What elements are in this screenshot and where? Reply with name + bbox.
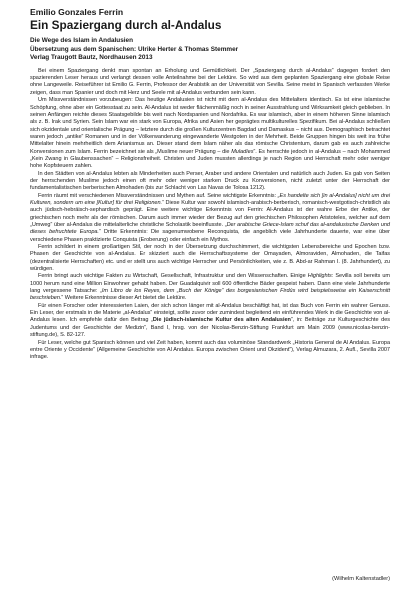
text-run: Für einen Forscher oder interessierten Laien, der sich schon länger mit al-Andalus beschäftigt hat, ist das Buch von Ferrin ein wahrer Genuss. Ein Leser, der erstmals in die Materie „al-Andalus“ einsteigt, sollte zuvor oder zumindest begleitend ein einführendes Werk in die Geschichte von al-Andalus lesen. Ich empfehle dafür den Beitrag „ xyxy=(30,302,390,324)
review-paragraph xyxy=(30,68,390,97)
book-subtitle: Die Wege des Islam in Andalusien xyxy=(30,37,133,44)
book-title: Ein Spaziergang durch al-Andalus xyxy=(30,18,222,32)
text-run: “ Weitere Erkenntnisse dieser Art bietet die Lektüre. xyxy=(61,295,187,302)
italic-quote: Im Libro de los Reyes, dem „Buch der Könige“ des borgesianischen Firdús wird beispielsweise ein Kaiserschnitt beschrieben. xyxy=(30,288,391,302)
text-run: Ferrin räumt mit verschiedenen Missverständnissen und Mythen auf. Seine wichtigste Erkenntnis: xyxy=(38,192,278,199)
review-paragraph xyxy=(30,171,390,193)
text-run: Diese Kultur war sowohl islamisch-arabisch-berberisch, romanisch-westgotisch-christlich als auch jüdisch-hebräisch-sephardisch geprägt. Eine weitere wichtige Erkenntnis von Ferrin: Al-Andalus ist der wahre Erbe der Antike, der griechischen noch mehr als der römischen. Darum auch immer wieder der Bezug auf den griechischen Philosophen Aristoteles, welcher auf dem „Umweg“ über al-Andalus die mittelalterliche christliche Scholastik beeinflusste. „ xyxy=(30,199,390,228)
bold-title: Die jüdisch-islamische Kultur des alten Andalusien xyxy=(152,317,291,324)
review-paragraph xyxy=(30,340,390,362)
review-paragraph xyxy=(30,244,390,273)
text-run: “. Es herrschte jedoch in al-Andalus – nach Mohammed „Kein Zwang in Glaubenssachen“ – Religionsfreiheit. Christen und Juden mussten allerdings je nach Region und Herrschaft mehr oder weniger hohe Kopfsteuern zahlen. xyxy=(30,148,390,170)
text-run: “, in: Beiträge zur Kulturgeschichte des Judentums und der Geschichte der Medizin“, Band I, hrsg. von der Nicolas-Benzin-Stiftung Frankfurt am Main 2009 (www.nicolas-benzin-stiftung.de), S. 82-127. xyxy=(30,317,390,339)
italic-quote: Highlights xyxy=(307,273,332,280)
review-paragraph xyxy=(30,97,390,170)
italic-quote: „Es handelte sich [in al-Andalus] nicht um drei Kulturen, sondern um eine [Kultur] für drei Religionen.“ xyxy=(30,192,390,206)
publisher-line: Verlag Traugott Bautz, Nordhausen 2013 xyxy=(30,54,153,62)
italic-quote: Der arabische Griece-Islam schuf das al-andalusische Denken und dieses befruchtete Europa. xyxy=(30,222,390,236)
text-run: Bei einem Spaziergang denkt man spontan an Erholung und Gemütlichkeit. Der „Spaziergang durch al-Andalus“ dagegen fordert den spazierenden Leser heraus und verlangt dessen volle Anteilnahme bei der Lektüre. So wird aus dem geplanten Spaziergang eine globale Reise ohne Langeweile. Reiseführer ist Emilio G. Ferrin, Professor der Arabistik an der Universität von Sevilla. Seine meist in Spanisch verfassten Werke zeigen, dass man Spanier und doch mit Herz und Seele mit al-Andalus verbunden sein kann. xyxy=(30,67,390,96)
text-run: “ Dritte Erkenntnis: Die sagenumwobene Reconquista, die angeblich viele Jahrhunderte dauerte, war eine über verschiedene Phasen praktizierte Conquista (Eroberung) oder einfach ein Mythos. xyxy=(30,229,390,243)
review-body xyxy=(30,68,390,362)
text-run: In den Städten von al-Andalus lebten als Minderheiten auch Perser, Araber und andere Orientalen und natürlich auch Juden. Es gab von Seiten der herrschenden Muslime jedoch einen oft mehr oder weniger starken Druck zu Konversionen, nicht zuletzt unter der Herrschaft der fundamentalistischen berberischen Almohaden (bis zur Schlacht von Las Navas de Tolosa 1212). xyxy=(30,170,390,192)
translation-credit: Übersetzung aus dem Spanischen: Ulrike Herter & Thomas Stemmer xyxy=(30,45,239,53)
review-paragraph xyxy=(30,273,390,302)
reviewer-signature: (Wilhelm Kaltenstadler) xyxy=(332,576,390,582)
italic-quote: Muladíes xyxy=(231,148,254,155)
text-run: Ferrin bringt auch wichtige Fakten zu Wirtschaft, Gesellschaft, Infrastruktur und den Wissenschaften. Einige xyxy=(38,273,308,280)
review-paragraph xyxy=(30,193,390,244)
text-run: Für Leser, welche gut Spanisch können und viel Zeit haben, kommt auch das voluminöse Standardwerk „Historia General de Al Andalus. Europa entre Oriente y Occidente“ (Allgemeine Geschichte von Al Andalus. Europa zwischen Orient und Okzident“), Verlag Almuzara, 2. Aufl., Sevilla 2007 infrage. xyxy=(30,339,390,361)
review-paragraph xyxy=(30,303,390,340)
book-author: Emilio Gonzales Ferrin xyxy=(30,7,124,17)
book-meta xyxy=(30,37,390,63)
text-run: Um Missverständnissen vorzubeugen: Das heutige Andalusien ist nicht mit dem al-Andalus des Mittelalters identisch. Es ist eine islamische Schöpfung, ohne aber ein Gottesstaat zu sein. Al-Andalus ist weder flächenmäßig noch in seiner Ausstrahlung und Wirksamkeit gleich geblieben. In seinen Anfängen reichte dieses Staatsgebilde bis weit nach Nordspanien und Nordafrika. Es war islamisch, aber in einem höheren Sinne islamisch als z. B. Irak und Syrien. Sein Islam war ein stark von Europa, Afrika und Asien her geprägtes multikulturelles Spezifikum. Bei al-Andalus schließen sich okzidentale und orientalische Prägung – letztere durch die großen Kulturzentren Bagdad und Damaskus – nicht aus. Demographisch betrachtet waren jedoch „antike“ Romanen und in der Völkerwanderung eingewanderte Westgoten in der Mehrheit. Beide Gruppen hingen bis weit ins frühe Mittelalter hinein mehrheitlich dem Arianismus an. Dieser stand dem Islam näher als das römische Christentum, darum gab es auch zahlreiche Konversionen zum Islam. Ferrin bezeichnet sie als „Muslime neuer Prägung – die xyxy=(30,97,390,155)
text-run: Ferrin schildert in einem großartigen Stil, der noch in der Übersetzung durchschimmert, die wichtigsten Lebensbereiche und Epochen bzw. Phasen der Geschichte von al-Andalus. Er skizziert auch die Herrschaftssysteme der Omayaden, Almoraviden, Almohaden, die Taifas (dezentralisierte Herrschaften) etc. und er stellt uns auch wichtige Herrscher und Persönlichkeiten, wie z. B. Abd-ar Rahman I. (8. Jahrhundert), zu würdigen. xyxy=(30,244,390,273)
text-run: : Sevilla soll bereits um 1000 herum rund eine Million Einwohner gehabt haben. Der Guadalquivir soll 600 öffentliche Bäder gespeist haben. Dann eine viele Jahrhunderte lang vergessene Tatsache: „ xyxy=(30,273,390,295)
